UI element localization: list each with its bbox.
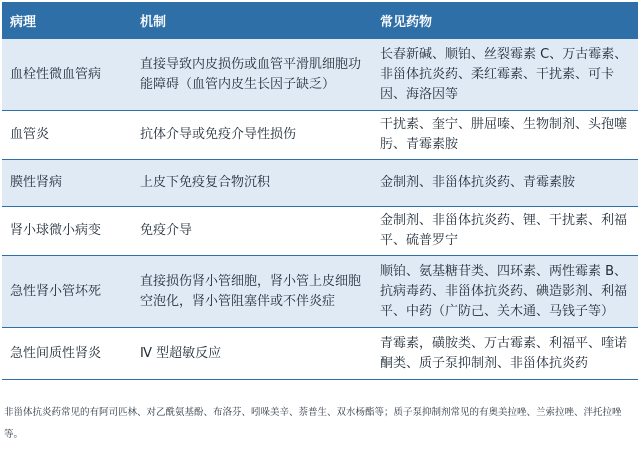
table-row [2, 160, 638, 207]
table-row [2, 328, 638, 380]
drugs-cell: 金制剂、非甾体抗炎药、锂、干扰素、利福平、硫普罗宁 [372, 207, 638, 256]
pathology-cell: 肾小球微小病变 [2, 207, 132, 256]
drug-kidney-pathology-table [2, 2, 638, 380]
mechanism-cell: 上皮下免疫复合物沉积 [132, 160, 372, 207]
drugs-cell: 金制剂、非甾体抗炎药、青霉素胺 [372, 160, 638, 207]
pathology-cell: 血管炎 [2, 111, 132, 160]
table-row [2, 39, 638, 111]
header-pathology: 病理 [2, 2, 132, 39]
mechanism-cell: 直接导致内皮损伤或血管平滑肌细胞功能障碍（血管内皮生长因子缺乏） [132, 39, 372, 111]
drugs-cell: 顺铂、氨基糖苷类、四环素、两性霉素 B、抗病毒药、非甾体抗炎药、碘造影剂、利福平、中药（广防己、关木通、马钱子等） [372, 256, 638, 328]
mechanism-cell: Ⅳ 型超敏反应 [132, 328, 372, 380]
drugs-cell: 长春新碱、顺铂、丝裂霉素 C、万古霉素、非甾体抗炎药、柔红霉素、干扰素、可卡因、海洛因等 [372, 39, 638, 111]
mechanism-cell: 抗体介导或免疫介导性损伤 [132, 111, 372, 160]
table-row [2, 256, 638, 328]
table-row [2, 111, 638, 160]
pathology-cell: 膜性肾病 [2, 160, 132, 207]
footnote: 非甾体抗炎药常见的有阿司匹林、对乙酰氨基酚、布洛芬、吲哚美辛、萘普生、双水杨酯等；质子泵抑制剂常见的有奥美拉唑、兰索拉唑、泮托拉唑等。 [4, 407, 622, 440]
drugs-cell: 干扰素、奎宁、肼屈嗪、生物制剂、头孢噻肟、青霉素胺 [372, 111, 638, 160]
pathology-cell: 急性间质性肾炎 [2, 328, 132, 380]
mechanism-cell: 免疫介导 [132, 207, 372, 256]
pathology-cell: 血栓性微血管病 [2, 39, 132, 111]
header-common-drugs: 常见药物 [372, 2, 638, 39]
table-row [2, 207, 638, 256]
pathology-cell: 急性肾小管坏死 [2, 256, 132, 328]
mechanism-cell: 直接损伤肾小管细胞，肾小管上皮细胞空泡化，肾小管阻塞伴或不伴炎症 [132, 256, 372, 328]
table-header-row [2, 2, 638, 39]
drugs-cell: 青霉素，磺胺类、万古霉素、利福平、喹诺酮类、质子泵抑制剂、非甾体抗炎药 [372, 328, 638, 380]
header-mechanism: 机制 [132, 2, 372, 39]
